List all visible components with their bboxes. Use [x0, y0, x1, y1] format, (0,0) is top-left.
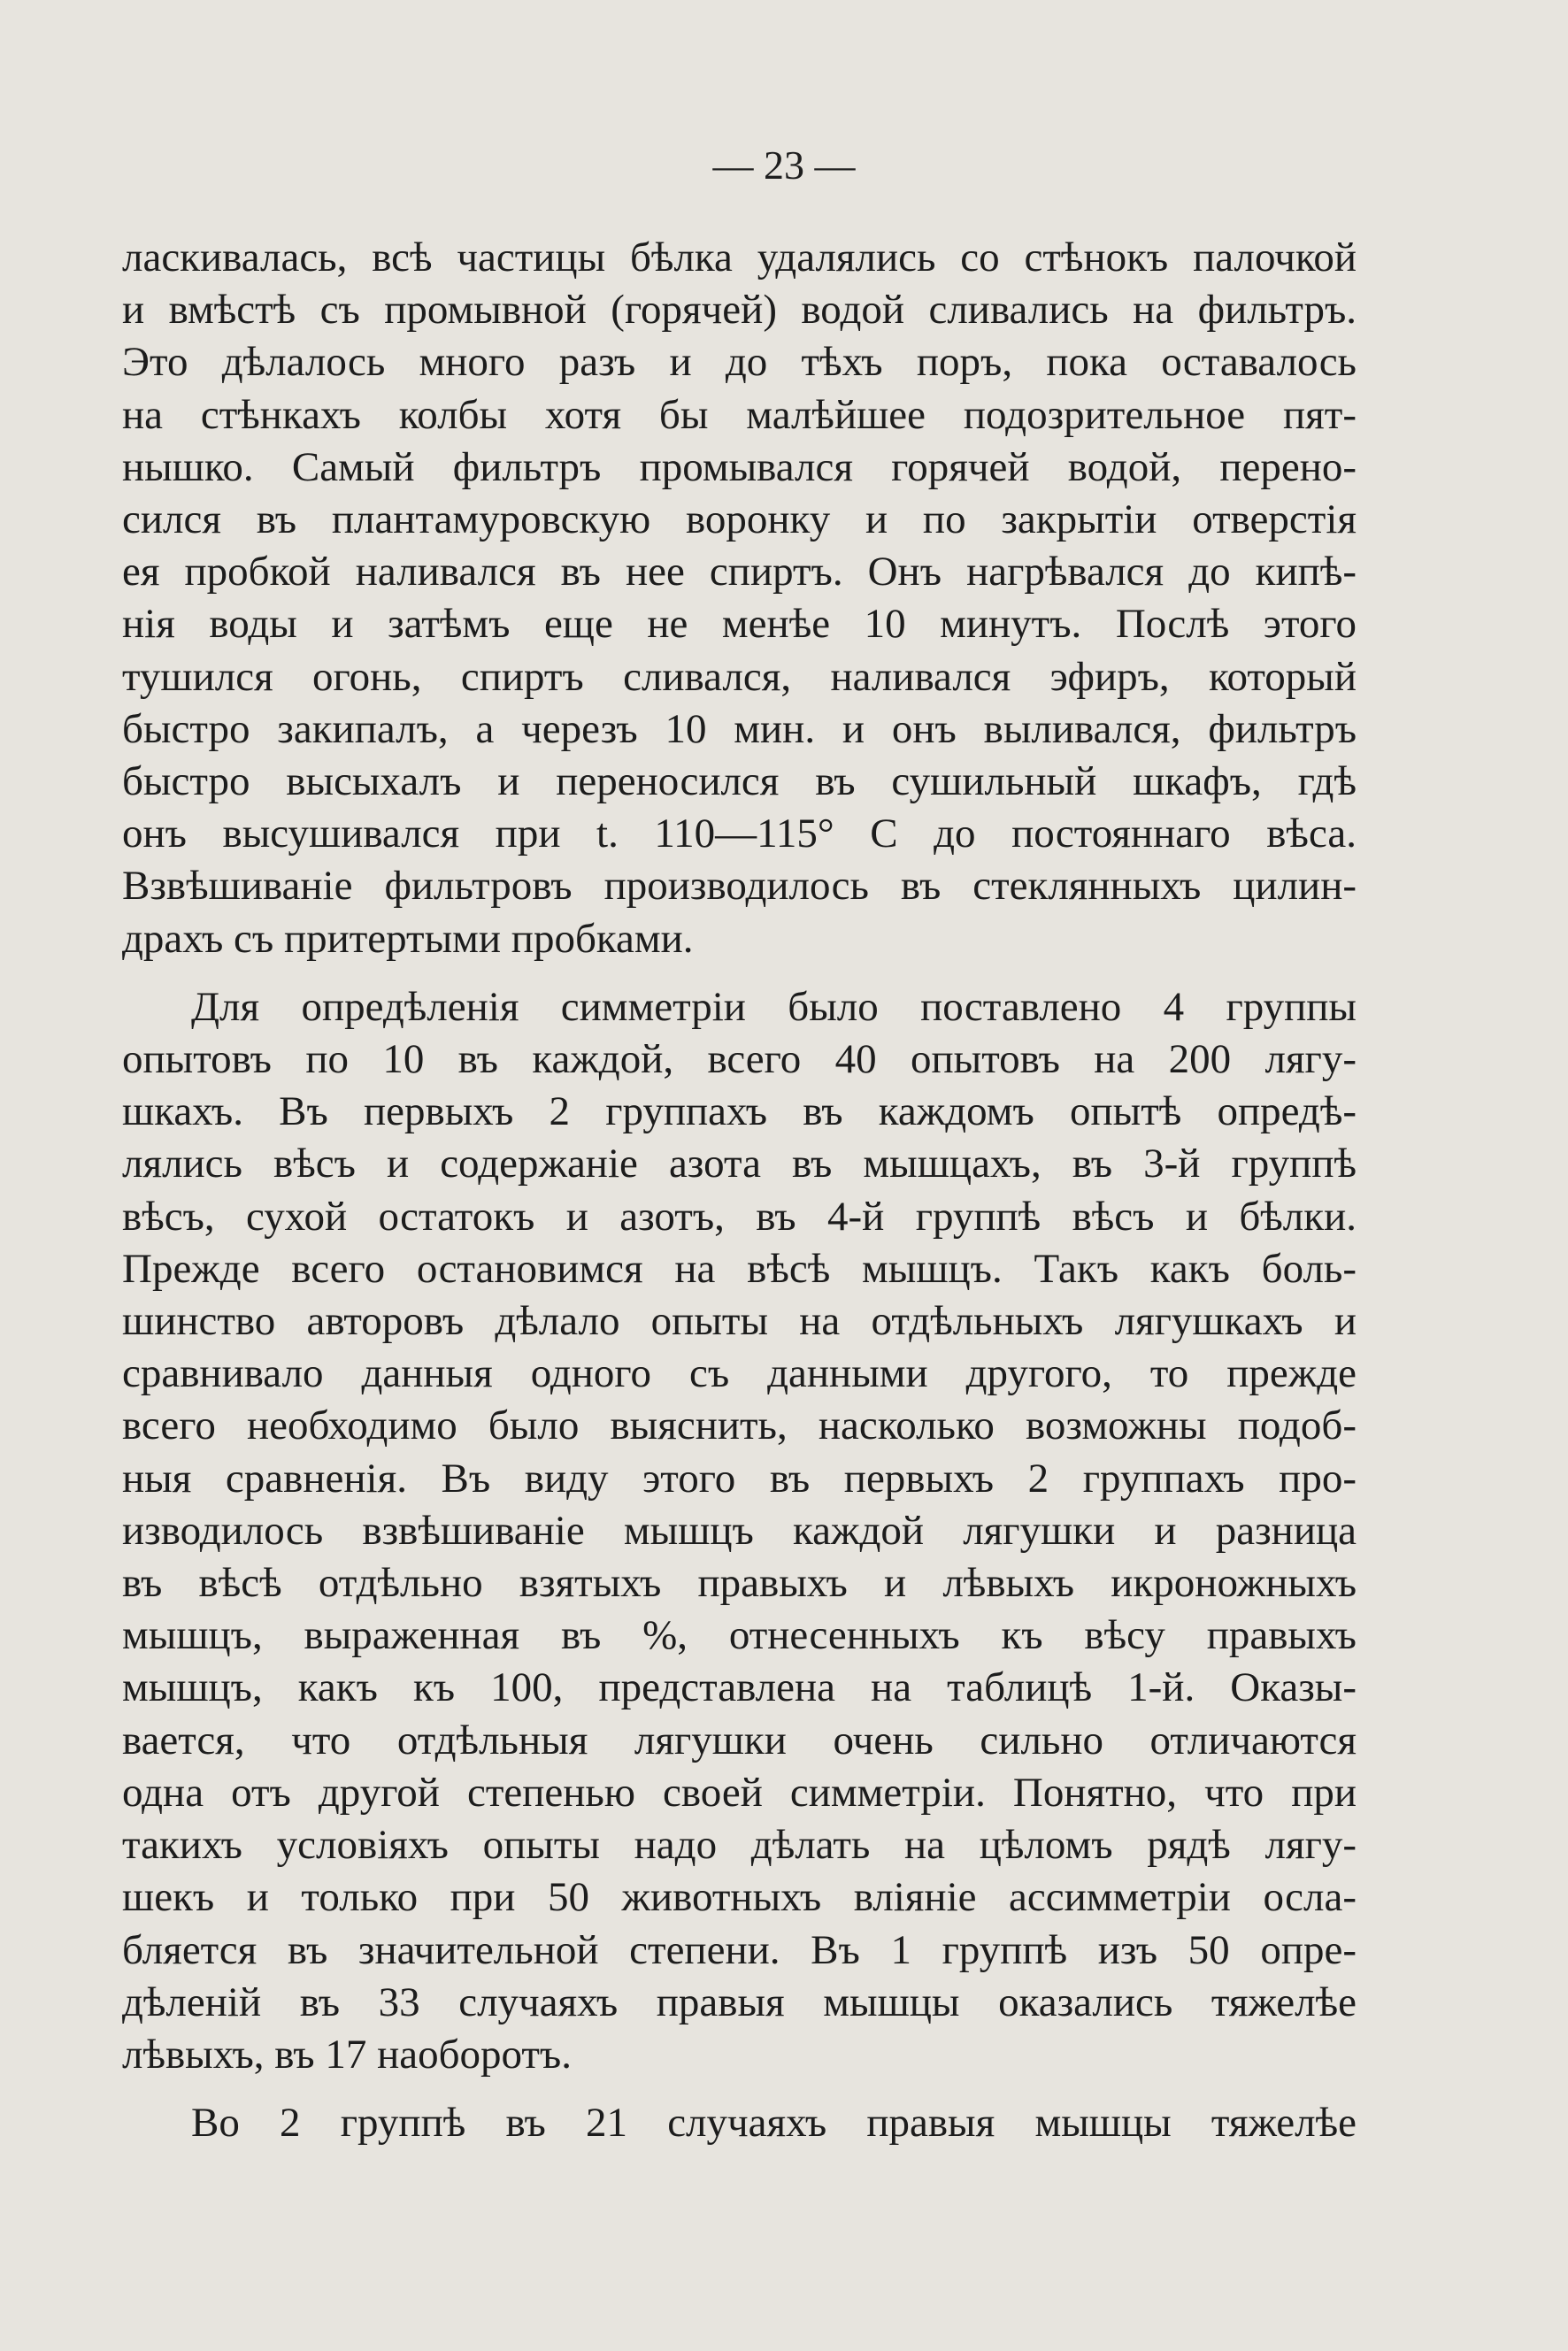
text-line: ласкивалась, всѣ частицы бѣлка удалялись со стѣнокъ палочкой	[122, 234, 1357, 280]
text-line: шекъ и только при 50 животныхъ вліяніе ассимметріи осла-	[122, 1874, 1357, 1921]
text-line: всего необходимо было выяснить, насколько возможны подоб-	[122, 1402, 1357, 1449]
text-line: вѣсъ, сухой остатокъ и азотъ, въ 4-й группѣ вѣсъ и бѣлки.	[122, 1193, 1357, 1240]
text-line: мышцъ, выраженная въ %, отнесенныхъ къ вѣсу правыхъ	[122, 1612, 1357, 1659]
body-text	[122, 232, 1357, 2149]
text-line: ныя сравненія. Въ виду этого въ первыхъ 2 группахъ про-	[122, 1455, 1357, 1502]
text-line: Это дѣлалось много разъ и до тѣхъ поръ, пока оставалось	[122, 339, 1357, 386]
text-line: шинство авторовъ дѣлало опыты на отдѣльныхъ лягушкахъ и	[122, 1298, 1357, 1345]
paragraph-1	[122, 232, 1357, 965]
text-line: и вмѣстѣ съ промывной (горячей) водой сливались на фильтръ.	[122, 287, 1357, 334]
text-line: шкахъ. Въ первыхъ 2 группахъ въ каждомъ опытѣ опредѣ-	[122, 1088, 1357, 1135]
text-line: сился въ плантамуровскую воронку и по закрытіи отверстія	[122, 496, 1357, 543]
text-line: такихъ условіяхъ опыты надо дѣлать на цѣломъ рядѣ лягу-	[122, 1822, 1357, 1869]
text-line: дѣленій въ 33 случаяхъ правыя мышцы оказались тяжелѣе	[122, 1978, 1357, 2025]
text-line: драхъ съ притертыми пробками.	[122, 915, 694, 962]
text-line: нія воды и затѣмъ еще не менѣе 10 минутъ. Послѣ этого	[122, 601, 1357, 648]
text-line: нышко. Самый фильтръ промывался горячей водой, перено-	[122, 443, 1357, 490]
text-line: Взвѣшиваніе фильтровъ производилось въ стеклянныхъ цилин-	[122, 863, 1357, 910]
text-line: въ вѣсѣ отдѣльно взятыхъ правыхъ и лѣвыхъ икроножныхъ	[122, 1560, 1357, 1607]
text-line: одна отъ другой степенью своей симметріи. Понятно, что при	[122, 1769, 1357, 1816]
text-line: лѣвыхъ, въ 17 наоборотъ.	[122, 2031, 572, 2078]
text-line: Во 2 группѣ въ 21 случаяхъ правыя мышцы тяжелѣе	[191, 2100, 1357, 2147]
text-line: ея пробкой наливался въ нее спиртъ. Онъ нагрѣвался до кипѣ-	[122, 549, 1357, 595]
text-line: быстро закипалъ, а черезъ 10 мин. и онъ выливался, фильтръ	[122, 705, 1357, 752]
text-line: мышцъ, какъ къ 100, представлена на таблицѣ 1-й. Оказы-	[122, 1664, 1357, 1711]
page-number: — 23 —	[712, 142, 856, 188]
paragraph-3	[122, 2097, 1357, 2149]
text-line: сравнивало данныя одного съ данными другого, то прежде	[122, 1350, 1357, 1397]
paragraph-2	[122, 981, 1357, 2081]
paragraph-gap	[122, 2081, 1357, 2097]
paragraph-gap	[122, 965, 1357, 981]
text-line: Прежде всего остановимся на вѣсѣ мышцъ. Такъ какъ боль-	[122, 1245, 1357, 1292]
text-line: быстро высыхалъ и переносился въ сушильный шкафъ, гдѣ	[122, 758, 1357, 805]
text-line: бляется въ значительной степени. Въ 1 группѣ изъ 50 опре-	[122, 1926, 1357, 1973]
text-line: на стѣнкахъ колбы хотя бы малѣйшее подозрительное пят-	[122, 391, 1357, 438]
text-line: изводилось взвѣшиваніе мышцъ каждой лягушки и разница	[122, 1507, 1357, 1554]
text-line: лялись вѣсъ и содержаніе азота въ мышцахъ, въ 3-й группѣ	[122, 1141, 1357, 1187]
text-line: опытовъ по 10 въ каждой, всего 40 опытовъ на 200 лягу-	[122, 1036, 1357, 1083]
text-line: тушился огонь, спиртъ сливался, наливался эфиръ, который	[122, 653, 1357, 700]
text-line: онъ высушивался при t. 110—115° С до постояннаго вѣса.	[122, 811, 1357, 857]
text-line: Для опредѣленія симметріи было поставлено 4 группы	[191, 983, 1357, 1030]
text-line: вается, что отдѣльныя лягушки очень сильно отличаются	[122, 1717, 1357, 1763]
